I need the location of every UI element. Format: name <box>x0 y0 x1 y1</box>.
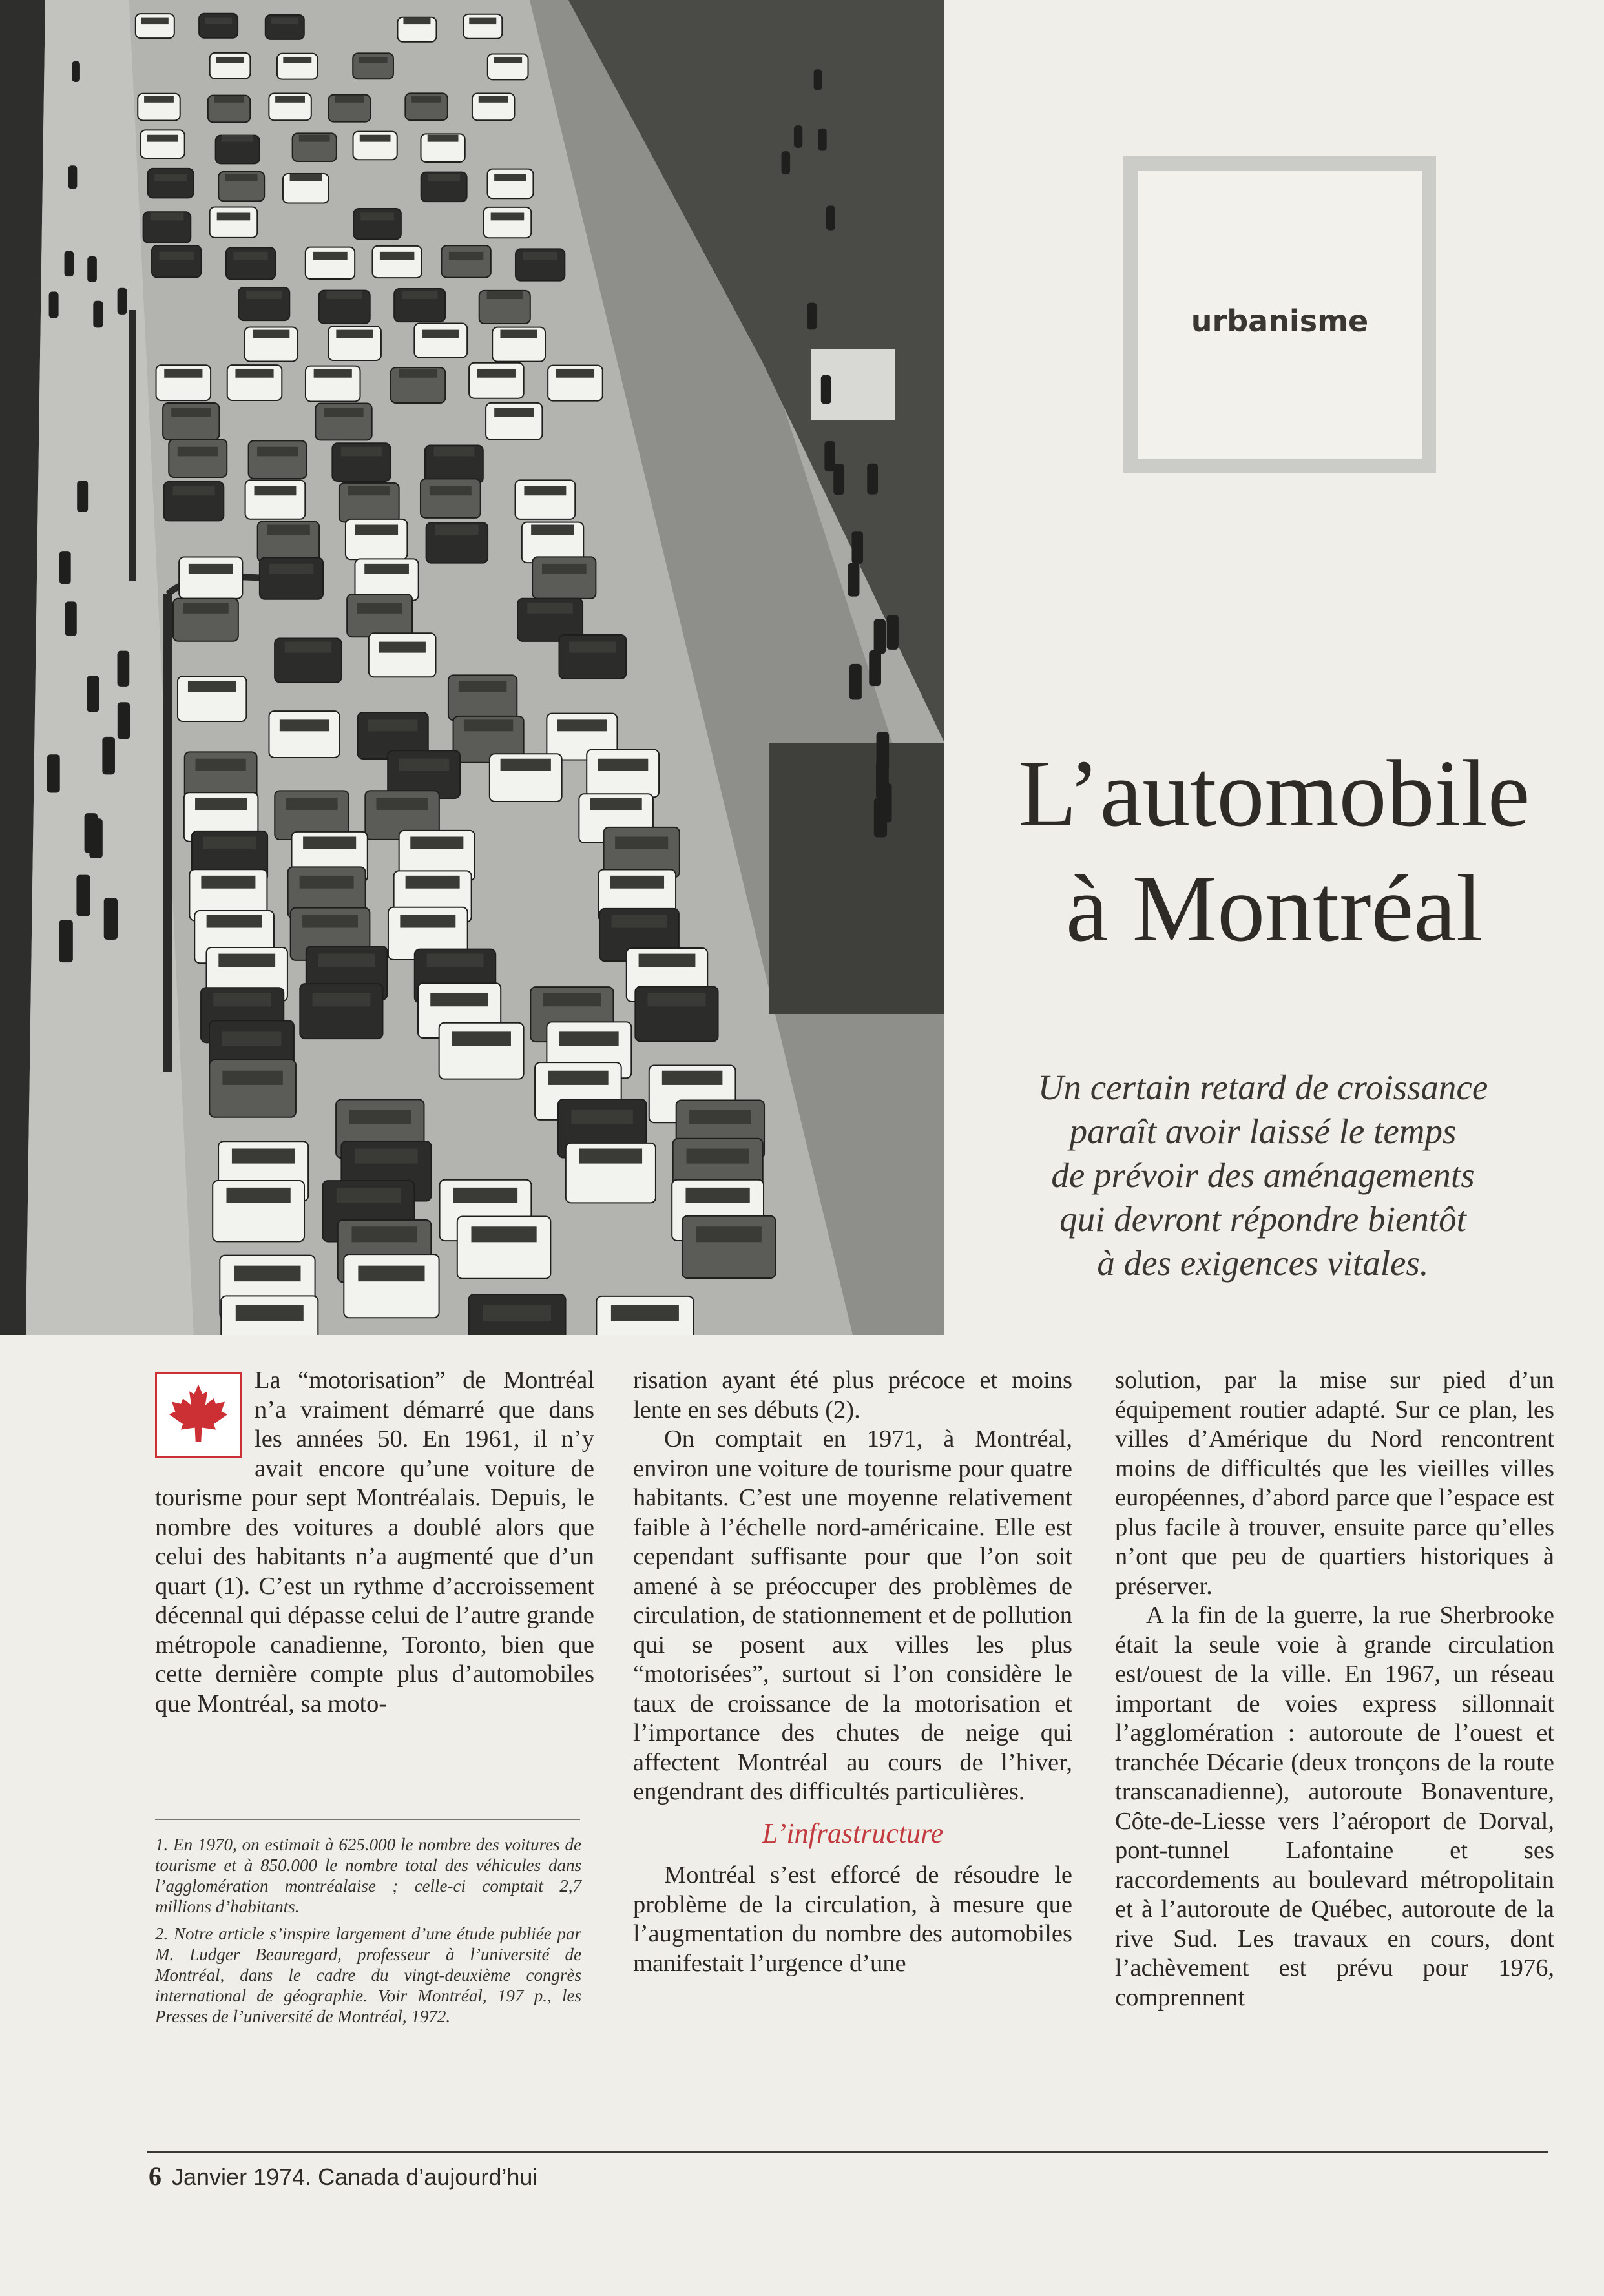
photo-pedestrian <box>848 563 860 597</box>
photo-pedestrian <box>68 165 78 189</box>
photo-car <box>347 594 412 637</box>
photo-car <box>372 246 421 278</box>
photo-car-window <box>222 1031 282 1046</box>
emblem-spacer <box>155 1366 255 1480</box>
photo-car <box>269 711 340 758</box>
photo-car-window <box>430 486 472 495</box>
photo-car-window <box>422 330 459 338</box>
photo-car-window <box>531 524 574 535</box>
body-paragraph: solution, par la mise sur pied d’un équipement routier adapté. Sur ce plan, les villes d’Amérique du Nord rencontrent moins de difficultés que les vieilles villes européennes, d’abord parce que l’espace est plus facile à trouver, ensuite parce qu’elles n’ont que peu de quartiers historiques à préserver. <box>1115 1367 1554 1600</box>
photo-car-window <box>214 96 244 102</box>
photo-car-window <box>569 642 616 653</box>
photo-car-window <box>501 759 551 771</box>
photo-car-window <box>548 1071 609 1085</box>
photo-pedestrian <box>65 601 77 636</box>
photo-car-window <box>471 1226 536 1242</box>
photo-car-window <box>449 252 483 260</box>
photo-car-window <box>610 876 664 889</box>
photo-car-window <box>159 252 193 260</box>
body-paragraph: risation ayant été plus précoce et moins lente en ses débuts (2). <box>633 1367 1072 1423</box>
photo-car <box>484 207 532 238</box>
photo-car-window <box>411 96 441 102</box>
photo-car-window <box>615 836 668 849</box>
photo-car-window <box>164 369 202 378</box>
photo-car <box>559 635 626 679</box>
page-number: 6 <box>149 2162 161 2191</box>
photo-car-window <box>400 915 455 927</box>
photo-car-window <box>147 135 178 142</box>
street-traffic-photo <box>0 0 944 1335</box>
photo-car-window <box>662 1071 723 1085</box>
photo-car-window <box>433 447 474 457</box>
photo-pedestrian <box>59 920 72 962</box>
photo-car-window <box>337 1188 401 1203</box>
section-subheading: L’infrastructure <box>762 1817 944 1849</box>
photo-pedestrian <box>118 651 130 687</box>
lede-line: Un certain retard de croissance <box>1037 1068 1488 1107</box>
photo-car-window <box>648 993 706 1006</box>
photo-car <box>249 440 307 479</box>
photo-car <box>140 130 184 158</box>
photo-pedestrian <box>87 676 99 712</box>
photo-car-window <box>452 1031 511 1046</box>
article-column-3 <box>1115 1366 1554 2012</box>
photo-car-window <box>598 759 648 771</box>
photo-car-window <box>379 642 426 653</box>
article-column-1 <box>155 1366 594 1719</box>
photo-car-window <box>428 174 460 181</box>
footer-rule <box>147 2151 1548 2153</box>
photo-car-window <box>218 954 275 967</box>
photo-car-window <box>410 836 463 849</box>
photo-car-window <box>612 915 667 927</box>
article-lede <box>982 1066 1544 1285</box>
photo-car-window <box>477 369 516 378</box>
article-title <box>969 736 1579 966</box>
photo-car-window <box>355 1148 417 1163</box>
photo-car-window <box>178 447 218 457</box>
photo-car-window <box>213 993 271 1006</box>
photo-car-window <box>299 135 330 142</box>
photo-car-window <box>430 993 488 1006</box>
photo-car-window <box>183 603 229 614</box>
photo-car-window <box>348 486 390 495</box>
photo-car-window <box>216 57 244 63</box>
photo-car <box>441 245 490 277</box>
photo-car-window <box>154 174 187 181</box>
photo-car-window <box>144 96 174 102</box>
photo-car-window <box>195 759 245 771</box>
photo-car <box>439 1023 524 1079</box>
photo-car-window <box>399 369 437 378</box>
photo-car-window <box>435 524 479 535</box>
photo-pedestrian <box>49 291 59 318</box>
photo-pedestrian <box>887 615 899 650</box>
photo-car-window <box>368 719 417 731</box>
photo-pedestrian <box>782 151 791 174</box>
photo-pedestrian <box>851 531 862 564</box>
photo-pedestrian <box>849 664 862 700</box>
photo-car-window <box>201 876 255 889</box>
photo-pedestrian <box>76 875 90 916</box>
photo-car-window <box>271 18 298 24</box>
photo-car-window <box>188 681 236 692</box>
photo-car-window <box>141 18 169 24</box>
photo-car-window <box>280 719 329 731</box>
lede-line: qui devront répondre bientôt <box>1059 1199 1466 1239</box>
photo-car-window <box>380 252 414 260</box>
photo-car-window <box>403 18 430 24</box>
photo-car <box>209 1060 296 1117</box>
photo-car <box>463 14 502 39</box>
photo-car <box>469 363 524 398</box>
photo-pedestrian <box>93 301 103 328</box>
photo-car-window <box>255 486 297 495</box>
photo-car-window <box>687 1148 749 1163</box>
photo-car-window <box>639 954 696 967</box>
photo-car-window <box>376 798 428 810</box>
photo-car-window <box>491 212 525 220</box>
photo-car-window <box>402 291 437 299</box>
body-paragraph: A la fin de la guerre, la rue Sherbrooke était la seule voie à grande circulation est/ouest de la ville. En 1967, un réseau important de voies express sillonnait l’agglomération : autoroute de l’ouest et tranchée Décarie (deux tronçons de la route transcanadienne), autoroute Bonaventure, Côte-de-Liesse vers l’aéroport de Dorval, pont-tunnel Lafontaine et ses raccordements au boulevard métropolitain et à l’autoroute de Québec, autoroute de la rive Sud. Les travaux en cours, dont l’achèvement est prévu pour 1976, comprennent <box>1115 1602 1554 2011</box>
photo-car-window <box>523 252 557 260</box>
photo-car-window <box>689 1110 751 1124</box>
photo-car-window <box>326 291 362 299</box>
photo-pedestrian <box>87 256 97 282</box>
photo-car-window <box>207 915 262 927</box>
photo-car-window <box>236 1305 304 1321</box>
photo-car <box>488 169 534 199</box>
photo-car-window <box>524 486 566 495</box>
photo-car-window <box>217 212 251 220</box>
photo-car-window <box>269 564 314 574</box>
photo-car <box>682 1216 776 1278</box>
photo-pedestrian <box>879 783 891 822</box>
photo-car-window <box>559 1031 619 1046</box>
photo-car-window <box>226 1188 290 1203</box>
photo-car-window <box>303 836 356 849</box>
photo-car <box>152 245 201 277</box>
photo-car-window <box>427 954 484 967</box>
photo-pedestrian <box>867 464 878 495</box>
body-paragraph: Montréal s’est efforcé de résoudre le problème de la circulation, à mesure que l’augmentation du nombre des automobiles manifestait l’urgence d’une <box>633 1861 1072 1977</box>
photo-car-window <box>359 57 388 63</box>
photo-car-window <box>341 447 382 457</box>
body-paragraph: La “motorisation” de Montréal n’a vraiment démarré que dans les années 50. En 1961, il n’y avait encore qu’une voiture de tourisme pour sept Montréalais. Depuis, le nombre des voitures a doublé alors que celui des habitants n’a augmenté que d’un quart (1). C’est un rythme d’accroissement décennal qui dépasse celui de l’autre grande métropole canadienne, Toronto, bien que cette dernière compte plus d’automobiles que Montréal, sa moto- <box>155 1367 594 1717</box>
photo-car-window <box>556 369 594 378</box>
photo-pedestrian <box>85 813 98 853</box>
photo-car-window <box>349 1110 411 1124</box>
photo-car <box>148 169 194 198</box>
footnote-1: 1. En 1970, on estimait à 625.000 le nombre des voitures de tourisme et à 850.000 le nombre total des véhicules dans l’agglomération montréalaise ; celle-ci comptait 2,7 millions d’habitants. <box>155 1835 581 1916</box>
photo-car-window <box>590 798 642 810</box>
lede-line: à des exigences vitales. <box>1097 1243 1429 1283</box>
photo-car-window <box>571 1110 632 1124</box>
photo-pedestrian <box>77 481 88 512</box>
photo-car-window <box>246 291 282 299</box>
photo-pedestrian <box>833 464 844 495</box>
photo-car-window <box>406 876 460 889</box>
photo-car-window <box>479 96 508 102</box>
footnote-divider <box>155 1819 580 1820</box>
lede-line: de prévoir des aménagements <box>1051 1155 1475 1195</box>
photo-car-window <box>314 369 352 378</box>
photo-pedestrian <box>874 619 886 654</box>
photo-car-window <box>222 135 253 142</box>
photo-car-window <box>205 18 232 24</box>
photo-car-window <box>172 486 214 495</box>
photo-car <box>421 479 481 518</box>
photo-pedestrian <box>102 737 115 775</box>
photo-car-window <box>357 603 402 614</box>
photo-car-window <box>313 993 371 1006</box>
photo-car-window <box>253 330 289 338</box>
photo-car-window <box>469 18 496 24</box>
photo-pedestrian <box>814 69 822 90</box>
photo-car-window <box>487 291 523 299</box>
photo-pedestrian <box>118 702 130 739</box>
photo-pedestrian <box>65 251 74 276</box>
photo-car-window <box>222 1071 283 1085</box>
footnote-2: 2. Notre article s’inspire largement d’une étude publiée par M. Ludger Beauregard, professeur à l’université de Montréal, dans le cadre du vingt-deuxième congrès international de géographie. Voir Montréal, 197 p., les Presses de l’université de Montréal, 1972. <box>155 1924 581 2026</box>
photo-car-window <box>151 212 184 220</box>
photo-pedestrian <box>794 125 802 148</box>
photo-pedestrian <box>821 375 831 404</box>
photo-pedestrian <box>59 551 71 584</box>
photo-car <box>414 324 467 358</box>
photo-car-window <box>283 57 311 63</box>
photo-car <box>300 984 382 1039</box>
photo-car-window <box>232 1148 295 1163</box>
photo-car-window <box>285 642 332 653</box>
photo-car <box>136 14 174 38</box>
page-footer <box>149 2161 537 2191</box>
photo-car <box>210 53 251 79</box>
photo-car-window <box>351 1226 417 1242</box>
photo-car <box>344 1254 439 1318</box>
photo-pedestrian <box>807 303 817 330</box>
photo-car-window <box>300 876 354 889</box>
photo-pedestrian <box>72 61 80 82</box>
photo-car-window <box>358 1266 424 1282</box>
photo-car-window <box>399 759 449 771</box>
photo-car-window <box>171 408 211 417</box>
photo-car-window <box>336 330 373 338</box>
photo-car-window <box>360 212 394 220</box>
photo-car-window <box>335 96 364 102</box>
photo-car-window <box>235 369 273 378</box>
photo-car-window <box>542 564 587 574</box>
photo-car-window <box>428 135 459 142</box>
body-paragraph: On comptait en 1971, à Montréal, environ une voiture de tourisme pour quatre habitants. C’est une moyenne relativement faible à l’échelle nord-américaine. Elle est cependant suffisante pour que l’on soit amené à se préoccuper des problèmes de circulation, de stationnement et de pollution qui se posent aux villes les plus “motorisées”, surtout si l’on considère le taux de croissance de la motorisation et l’importance des chutes de neige qui affectent Montréal au cours de l’hiver, engendrant des difficultés particulières. <box>633 1425 1072 1805</box>
photo-car-window <box>286 798 337 810</box>
title-line-1: L’automobile <box>1018 741 1530 847</box>
photo-car <box>369 633 436 677</box>
street-traffic-photo-drawing <box>0 0 944 1335</box>
photo-car-window <box>355 524 398 535</box>
photo-car-window <box>257 447 298 457</box>
photo-car-window <box>696 1226 762 1242</box>
section-rubric-frame <box>1123 156 1436 473</box>
photo-car-window <box>233 252 267 260</box>
photo-pedestrian <box>877 732 890 770</box>
photo-pedestrian <box>47 754 60 792</box>
photo-car-window <box>302 915 358 927</box>
photo-car-window <box>557 719 607 731</box>
title-line-2: à Montréal <box>1065 856 1483 962</box>
photo-car-window <box>290 174 322 181</box>
photo-car-window <box>360 135 391 142</box>
photo-car <box>587 750 659 798</box>
photo-pedestrian <box>104 898 118 940</box>
article-column-2 <box>633 1366 1072 1978</box>
photo-car-window <box>685 1188 749 1203</box>
photo-car-window <box>527 603 573 614</box>
photo-car-window <box>483 1305 551 1321</box>
photo-car-window <box>275 96 305 102</box>
section-rubric: urbanisme <box>1191 304 1369 338</box>
photo-car-window <box>267 524 310 535</box>
photo-car-window <box>500 330 537 338</box>
photo-car-window <box>225 174 258 181</box>
lede-line: paraît avoir laissé le temps <box>1069 1112 1457 1151</box>
photo-car-window <box>579 1148 642 1163</box>
photo-car-window <box>189 564 233 574</box>
footnotes <box>155 1834 581 2033</box>
photo-car-window <box>324 408 363 417</box>
photo-car <box>179 557 242 598</box>
photo-car <box>457 1217 551 1279</box>
photo-car-window <box>234 1266 300 1282</box>
photo-pedestrian <box>118 288 127 315</box>
photo-car-window <box>195 798 247 810</box>
photo-car <box>169 439 227 477</box>
photo-pedestrian <box>869 650 881 686</box>
photo-car-window <box>364 564 409 574</box>
photo-car <box>199 14 238 38</box>
photo-car-window <box>494 57 522 63</box>
photo-pedestrian <box>826 206 835 231</box>
photo-pedestrian <box>818 129 826 151</box>
photo-car-window <box>464 719 513 731</box>
photo-car-window <box>494 174 526 181</box>
photo-car-window <box>313 252 347 260</box>
photo-car <box>532 557 596 598</box>
photo-car-window <box>203 836 256 849</box>
photo-car-window <box>318 954 375 967</box>
photo-car <box>210 207 258 238</box>
photo-car-window <box>543 993 601 1006</box>
photo-car-window <box>611 1305 679 1321</box>
photo-car-window <box>494 408 534 417</box>
photo-car-window <box>459 681 506 692</box>
photo-car-window <box>453 1188 517 1203</box>
footer-text: Janvier 1974. Canada d’aujourd’hui <box>172 2164 538 2190</box>
